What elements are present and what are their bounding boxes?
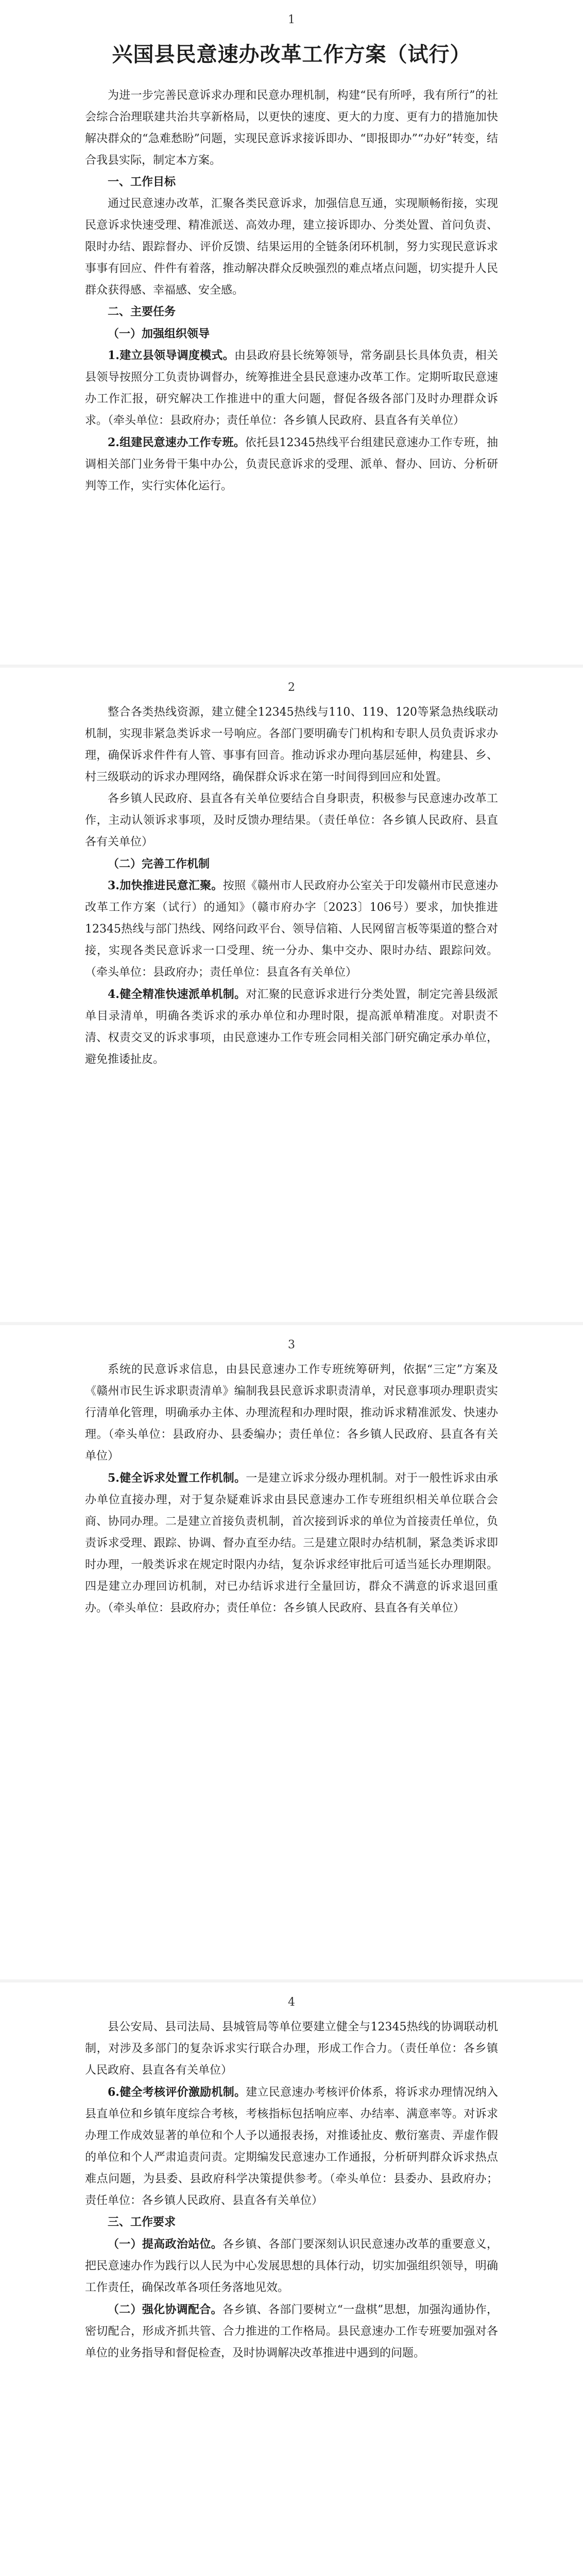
intro-paragraph: 为进一步完善民意诉求办理和民意办理机制，构建“民有所呼，我有所行”的社会综合治理联建共治共享新格局，以更快的速度、更大的力度、更有力的措施加快解决群众的“急难愁盼”问题，实现民意诉求接诉即办、“即报即办”“办好”转变，结合我县实际，制定本方案。 <box>85 89 498 167</box>
task-item-4 <box>85 984 498 1071</box>
document-page-1 <box>0 0 583 665</box>
task-item-6-lead: 6.健全考核评价激励机制。 <box>108 2086 246 2099</box>
work-goals-paragraph: 通过民意速办改革，汇聚各类民意诉求，加强信息互通，实现顺畅衔接，实现民意诉求快速受理、精准派送、高效办理，建立接诉即办、分类处置、首问负责、限时办结、跟踪督办、评价反馈、结果运用的全链条闭环机制，努力实现民意诉求事事有回应、件件有着落，推动解决群众反映强烈的难点堵点问题，切实提升人民群众获得感、幸福感、安全感。 <box>85 197 498 297</box>
section-requirements-heading: 三、工作要求 <box>108 2216 176 2229</box>
subsection-organization-heading: （一）加强组织领导 <box>108 327 210 341</box>
task-item-5 <box>85 1467 498 1619</box>
task-item-4-lead: 4.健全精准快速派单机制。 <box>108 988 246 1001</box>
document-page-3 <box>0 1325 583 1979</box>
task-item-2 <box>85 432 498 497</box>
task-item-5-text: 一是建立诉求分级办理机制。对于一般性诉求由承办单位直接办理，对于复杂疑难诉求由县民意速办工作专班组织相关单位联合会商、协同办理。二是建立首接负责机制，首次接到诉求的单位为首接责任单位，负责诉求受理、跟踪、协调、督办直至办结。三是建立限时办结机制，紧急类诉求即时办理，一般类诉求在规定时限内办结，复杂诉求经审批后可适当延长办理期限。四是建立办理回访机制，对已办结诉求进行全量回访，群众不满意的诉求退回重办。（牵头单位：县政府办；责任单位：各乡镇人民政府、县直各有关单位） <box>85 1472 498 1615</box>
task-paragraph-list: 系统的民意诉求信息，由县民意速办工作专班统筹研判，依据“三定”方案及《赣州市民生诉求职责清单》编制我县民意诉求职责清单，对民意事项办理职责实行清单化管理，明确承办主体、办理流程和办理时限，推动诉求精准派发、快速办理。（牵头单位：县政府办、县委编办；责任单位：各乡镇人民政府、县直各有关单位） <box>85 1363 498 1463</box>
task-item-1 <box>85 345 498 432</box>
task-item-3-text: 按照《赣州市人民政府办公室关于印发赣州市民意速办改革工作方案（试行）的通知》（赣市府办字〔2023〕106号）要求，加快推进12345热线与部门热线、网络问政平台、领导信箱、人民网留言板等渠道的整合对接，实现各类民意诉求一口受理、统一分办、集中交办、限时办结、跟踪问效。（牵头单位：县政府办；责任单位：县直各有关单位） <box>85 879 498 979</box>
requirement-1-text: 各乡镇、各部门要深刻认识民意速办改革的重要意义，把民意速办作为践行以人民为中心发展思想的具体行动，切实加强组织领导，明确工作责任，确保改革各项任务落地见效。 <box>85 2238 498 2294</box>
document-title: 兴国县民意速办改革工作方案（试行） <box>112 43 471 66</box>
page-number: 3 <box>288 1338 295 1351</box>
requirement-1 <box>85 2233 498 2299</box>
document-page-2 <box>0 668 583 1322</box>
task-item-3-lead: 3.加快推进民意汇聚。 <box>108 879 223 892</box>
requirement-2-lead: （二）强化协调配合。 <box>108 2303 222 2316</box>
requirement-2 <box>85 2299 498 2364</box>
subsection-mechanism-heading: （二）完善工作机制 <box>108 857 210 871</box>
task-paragraph-4: 各乡镇人民政府、县直各有关单位要结合自身职责，积极参与民意速办改革工作，主动认领诉求事项，及时反馈办理结果。（责任单位：各乡镇人民政府、县直各有关单位） <box>85 792 498 849</box>
task-paragraph-linkage: 县公安局、县司法局、县城管局等单位要建立健全与12345热线的协调联动机制，对涉及多部门的复杂诉求实行联合办理，形成工作合力。（责任单位：各乡镇人民政府、县直各有关单位） <box>85 2021 498 2077</box>
page-number: 2 <box>288 681 295 694</box>
section-main-tasks-heading: 二、主要任务 <box>108 306 176 318</box>
page-number: 4 <box>288 1996 295 2009</box>
document-page-4 <box>0 1982 583 2576</box>
task-item-2-text: 依托县12345热线平台组建民意速办工作专班，抽调相关部门业务骨干集中办公，负责民意诉求的受理、派单、督办、回访、分析研判等工作，实行实体化运行。 <box>85 436 498 493</box>
requirement-2-text: 各乡镇、各部门要树立“一盘棋”思想，加强沟通协作，密切配合，形成齐抓共管、合力推进的工作格局。县民意速办工作专班要加强对各单位的业务指导和督促检查，及时协调解决改革推进中遇到的问题。 <box>85 2303 498 2360</box>
task-item-3 <box>85 875 498 984</box>
task-item-2-lead: 2.组建民意速办工作专班。 <box>108 436 245 449</box>
task-item-4-text: 对汇聚的民意诉求进行分类处置，制定完善县级派单目录清单，明确各类诉求的承办单位和办理时限，提高派单精准度。对职责不清、权责交叉的诉求事项，由民意速办工作专班会同相关部门研究确定承办单位，避免推诿扯皮。 <box>85 988 498 1066</box>
task-paragraph-3: 整合各类热线资源，建立健全12345热线与110、119、120等紧急热线联动机制，实现非紧急类诉求一号响应。各部门要明确专门机构和专职人员负责诉求办理，确保诉求件件有人管、事事有回音。推动诉求办理向基层延伸，构建县、乡、村三级联动的诉求办理网络，确保群众诉求在第一时间得到回应和处置。 <box>85 706 498 784</box>
task-item-1-text: 由县政府县长统筹领导，常务副县长具体负责，相关县领导按照分工负责协调督办，统筹推进全县民意速办改革工作。定期听取民意速办工作汇报，研究解决工作推进中的重大问题，督促各级各部门及时办理群众诉求。（牵头单位：县政府办；责任单位：各乡镇人民政府、县直各有关单位） <box>85 349 498 427</box>
task-item-1-lead: 1.建立县领导调度模式。 <box>108 349 234 362</box>
task-item-6-text: 建立民意速办考核评价体系，将诉求办理情况纳入县直单位和乡镇年度综合考核，考核指标包括响应率、办结率、满意率等。对诉求办理工作成效显著的单位和个人予以通报表扬，对推诿扯皮、敷衍塞责、弄虚作假的单位和个人严肃追责问责。定期编发民意速办工作通报，分析研判群众诉求热点难点问题，为县委、县政府科学决策提供参考。（牵头单位：县委办、县政府办；责任单位：各乡镇人民政府、县直各有关单位） <box>85 2086 498 2207</box>
task-item-5-lead: 5.健全诉求处置工作机制。 <box>108 1471 246 1485</box>
requirement-1-lead: （一）提高政治站位。 <box>108 2238 223 2251</box>
section-work-goals-heading: 一、工作目标 <box>108 176 176 189</box>
page-number: 1 <box>288 13 295 26</box>
task-item-6 <box>85 2081 498 2212</box>
